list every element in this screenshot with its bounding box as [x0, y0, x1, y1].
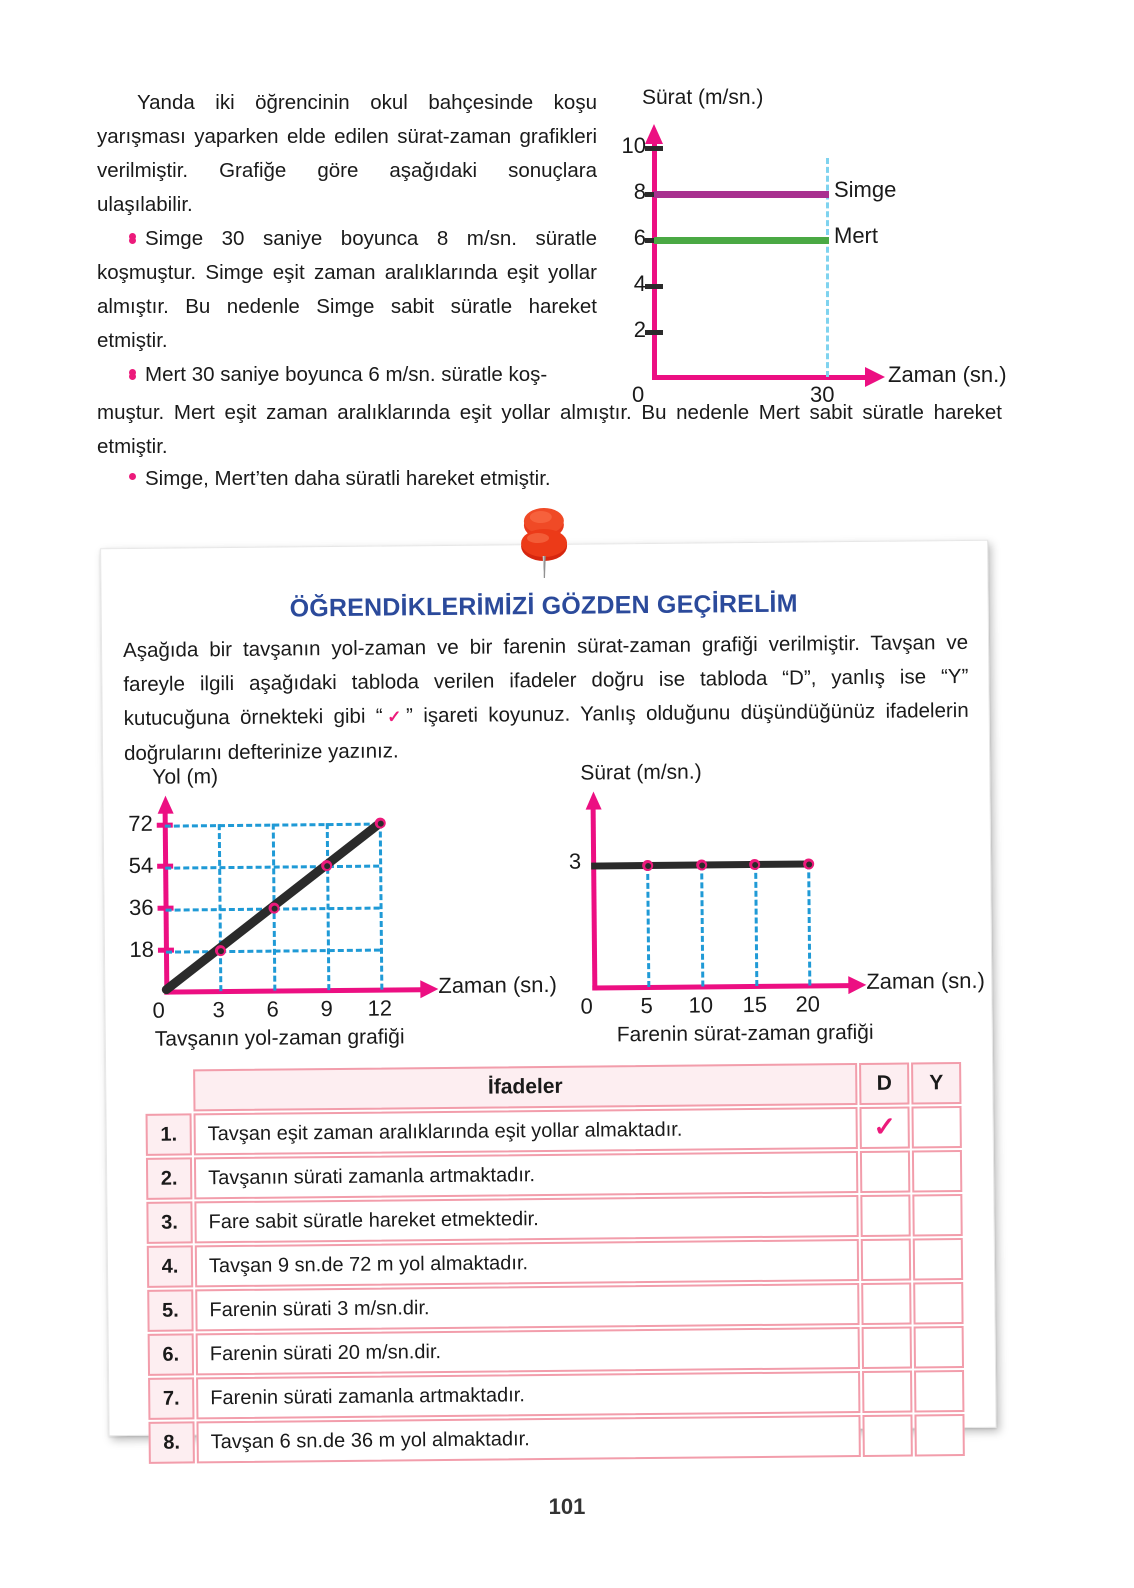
check-icon: ✓ [873, 1111, 897, 1142]
review-card-title: ÖĞRENDİKLERİMİZİ GÖZDEN GEÇİRELİM [289, 589, 798, 623]
table-row [148, 1414, 964, 1464]
row-false-checkbox[interactable] [914, 1370, 964, 1412]
row-false-checkbox[interactable] [914, 1326, 964, 1368]
intro-bullet-2-head-text: Mert 30 saniye boyunca 6 m/sn. süratle koş- [145, 363, 548, 386]
row-statement: Tavşan 6 sn.de 36 m yol almaktadır. [196, 1415, 860, 1463]
chart1-series-mert-line [654, 237, 829, 244]
chart3-xlabel-5: 5 [640, 992, 653, 1019]
table-header-row [145, 1062, 961, 1112]
chart3-gridline-x20 [807, 863, 811, 985]
chart2-ylabel-36: 36 [128, 894, 154, 920]
row-statement: Farenin sürati zamanla artmaktadır. [196, 1371, 860, 1419]
chart2-ylabel-54: 54 [128, 852, 154, 879]
chart3-gridline-x15 [754, 864, 758, 986]
row-false-checkbox[interactable] [913, 1282, 963, 1324]
chart2-ylabel-72: 72 [128, 810, 153, 837]
bullet-dot-icon [129, 233, 136, 240]
chart2-y-axis-title: Yol (m) [152, 765, 219, 789]
intro-bullet-3-line [97, 462, 1002, 496]
row-true-checkbox[interactable] [860, 1195, 910, 1237]
chart2-xlabel-3: 3 [212, 997, 225, 1023]
review-card-content [100, 540, 994, 1454]
intro-bullet-1 [97, 222, 597, 358]
table-row [146, 1150, 962, 1200]
chart1-legend-simge: Simge [834, 177, 897, 202]
instructions-part-2: ” işareti koyunuz. Yanlış olduğunu düşündüğünüz ifadelerin doğrularını defterinize yazınız. [123, 698, 969, 766]
chart1-x-axis-title: Zaman (sn.) [888, 362, 1007, 387]
table-row [146, 1194, 962, 1244]
row-number: 1. [146, 1113, 192, 1155]
chart1-y-arrow-icon [645, 124, 663, 144]
chart3-xlabel-15: 15 [742, 991, 768, 1018]
intro-bullet-1-text: Simge 30 saniye boyunca 8 m/sn. süratle koşmuştur. Simge eşit zaman aralıklarında eşit yollar almıştır. Bu nedenle Simge sabit süratle hareket etmiştir. [97, 227, 597, 352]
chart3-point-10-3 [696, 859, 707, 870]
header-true-col: D [859, 1063, 909, 1105]
chart1-ylabel-2: 2 [633, 317, 646, 342]
chart3-x-axis-title: Zaman (sn.) [866, 967, 985, 994]
bullet-dot-icon [129, 369, 136, 376]
row-true-checkbox[interactable] [862, 1371, 912, 1413]
chart3-x-axis [592, 983, 850, 990]
chart-fare-surat-zaman [552, 758, 985, 1047]
statements-table [143, 1060, 967, 1466]
chart2-xlabel-6: 6 [266, 996, 279, 1022]
inline-check-icon: ✓ [382, 707, 407, 727]
chart2-point-12-72 [375, 818, 386, 829]
bullet-dot-icon [129, 473, 136, 480]
chart1-ylabel-10: 10 [621, 133, 646, 158]
chart1-legend-mert: Mert [834, 223, 878, 248]
chart3-x-arrow-icon [848, 976, 866, 994]
intro-bullet-3-wrap [97, 462, 1002, 496]
chart1-ytick-4 [645, 284, 663, 289]
header-false-col: Y [911, 1062, 961, 1104]
header-statement-col: İfadeler [193, 1063, 857, 1111]
chart2-caption: Tavşanın yol-zaman grafiği [154, 1025, 405, 1051]
chart1-ytick-10 [645, 146, 663, 151]
row-number: 8. [148, 1421, 194, 1463]
chart1-ytick-2 [645, 330, 663, 335]
chart3-xlabel-0: 0 [580, 993, 593, 1019]
statements-table-body [146, 1106, 965, 1464]
chart1-y-axis [652, 142, 657, 380]
chart2-point-6-36 [269, 903, 280, 914]
chart1-xlabel-30: 30 [810, 382, 835, 407]
review-card-instructions [123, 626, 969, 771]
row-false-checkbox[interactable] [913, 1238, 963, 1280]
table-row [147, 1238, 963, 1288]
row-true-checkbox[interactable] [862, 1415, 912, 1457]
chart2-xlabel-9: 9 [320, 996, 333, 1022]
intro-bullet-2-rest: muştur. Mert eşit zaman aralıklarında eşit yollar almıştır. Bu nedenle Mert sabit süratle hareket etmiştir. [97, 401, 1002, 458]
header-number-col [145, 1069, 191, 1111]
row-false-checkbox[interactable] [912, 1150, 962, 1192]
chart2-ylabel-18: 18 [129, 936, 155, 962]
chart3-ylabel-3: 3 [568, 848, 582, 874]
chart-surat-zaman-simge-mert [620, 86, 1020, 407]
chart1-y-axis-title: Sürat (m/sn.) [642, 86, 764, 109]
row-statement: Farenin sürati 3 m/sn.dir. [195, 1283, 859, 1331]
row-true-checkbox[interactable] [862, 1327, 912, 1369]
chart2-xlabel-12: 12 [367, 995, 393, 1021]
table-row [148, 1370, 964, 1420]
row-false-checkbox[interactable] [914, 1414, 964, 1456]
review-card-wrapper [100, 532, 997, 1454]
chart1-ylabel-4: 4 [633, 271, 646, 296]
chart3-point-20-3 [803, 858, 814, 869]
chart2-x-arrow-icon [420, 980, 438, 998]
chart1-x-arrow-icon [865, 367, 885, 387]
chart3-point-5-3 [642, 860, 653, 871]
row-statement: Tavşan eşit zaman aralıklarında eşit yollar almaktadır. [194, 1107, 858, 1155]
row-number: 7. [148, 1377, 194, 1419]
row-true-checkbox[interactable] [859, 1107, 909, 1149]
chart3-y-axis-title: Sürat (m/sn.) [580, 760, 702, 785]
chart1-ylabel-8: 8 [633, 179, 646, 204]
intro-bullet-3-text: Simge, Mert’ten daha süratli hareket etmiştir. [145, 467, 551, 490]
row-statement: Fare sabit süratle hareket etmektedir. [194, 1195, 858, 1243]
chart3-point-15-3 [749, 859, 760, 870]
chart-tavsan-yol-zaman [124, 762, 558, 1051]
intro-paragraph-1: Yanda iki öğrencinin okul bahçesinde koşu yarışması yaparken elde edilen sürat-zaman grafikleri verilmiştir. Grafiğe göre aşağıdaki sonuçlara ulaşılabilir. [97, 91, 597, 216]
row-statement: Farenin sürati 20 m/sn.dir. [196, 1327, 860, 1375]
row-true-checkbox[interactable] [861, 1239, 911, 1281]
row-false-checkbox[interactable] [912, 1194, 962, 1236]
chart1-x-axis [652, 375, 867, 380]
chart1-plot-area [620, 124, 1020, 407]
row-statement: Tavşan 9 sn.de 72 m yol almaktadır. [195, 1239, 859, 1287]
statements-table-head [145, 1062, 961, 1112]
chart3-caption: Farenin sürat-zaman grafiği [616, 1020, 874, 1047]
row-number: 3. [146, 1201, 192, 1243]
chart3-gridline-x10 [700, 864, 704, 986]
intro-bullet-2-head [97, 358, 597, 392]
instructions-part-1: Aşağıda bir tavşanın yol-zaman ve bir farenin sürat-zaman grafiği verilmiştir. Tavşan ve fareyle ilgili aşağıdaki tabloda verilen ifadeler doğru ise tabloda “D”, yanlış ise “Y” kutucuğuna örnekteki gibi “ [122, 630, 969, 731]
row-true-checkbox[interactable] [860, 1151, 910, 1193]
chart2-x-axis-title: Zaman (sn.) [438, 971, 558, 999]
chart3-y-axis [591, 808, 598, 991]
intro-text-column [97, 86, 597, 392]
intro-bullet-2-rest-wrap [97, 396, 1002, 464]
chart2-point-9-54 [321, 860, 332, 871]
page-number: 101 [548, 1494, 586, 1519]
chart3-xlabel-20: 20 [795, 991, 821, 1017]
chart3-gridline-x5 [646, 865, 650, 987]
row-statement: Tavşanın sürati zamanla artmaktadır. [194, 1151, 858, 1199]
intro-section [0, 0, 1134, 500]
chart2-point-3-18 [215, 945, 226, 956]
row-number: 2. [146, 1157, 192, 1199]
row-number: 5. [147, 1289, 193, 1331]
table-row [148, 1326, 964, 1376]
row-false-checkbox[interactable] [911, 1106, 961, 1148]
row-number: 6. [148, 1333, 194, 1375]
table-row [147, 1282, 963, 1332]
chart1-xlabel-0: 0 [632, 382, 645, 407]
chart1-series-simge-line [654, 191, 829, 198]
table-row [146, 1106, 962, 1156]
chart3-xlabel-10: 10 [688, 992, 714, 1018]
row-number: 4. [147, 1245, 193, 1287]
chart1-ylabel-6: 6 [633, 225, 646, 250]
pushpin-icon [518, 506, 571, 580]
row-true-checkbox[interactable] [861, 1283, 911, 1325]
chart2-xlabel-0: 0 [152, 997, 165, 1023]
